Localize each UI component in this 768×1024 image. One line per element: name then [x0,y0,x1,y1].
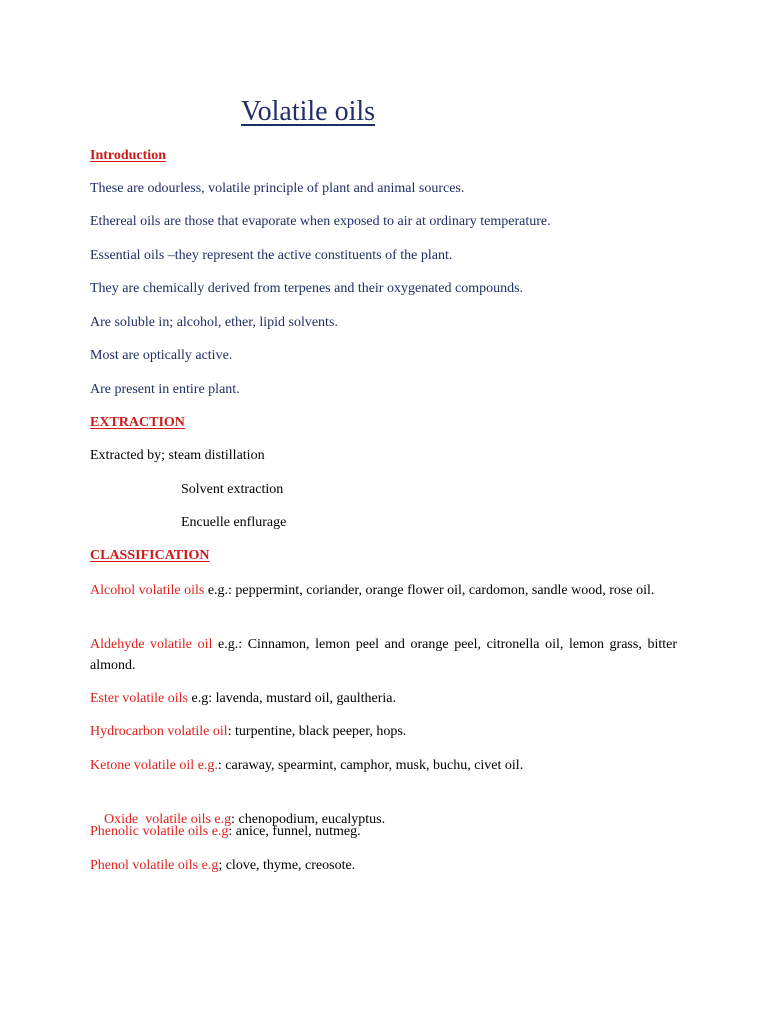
intro-line-2: Ethereal oils are those that evaporate when exposed to air at ordinary temperature. [90,214,551,229]
classification-text: : chenopodium, eucalyptus. [231,812,386,827]
extraction-heading: EXTRACTION [90,415,185,430]
classification-text: : caraway, spearmint, camphor, musk, buchu, civet oil. [217,758,524,773]
classification-item [90,855,677,876]
classification-item [90,688,677,709]
classification-label: Ketone volatile oil e.g. [90,758,218,773]
intro-line-7: Are present in entire plant. [90,382,240,397]
classification-text: : turpentine, black peeper, hops. [227,724,407,739]
classification-text: ; clove, thyme, creosote. [218,858,356,873]
extraction-method-1: Solvent extraction [181,482,284,497]
introduction-heading: Introduction [90,148,166,163]
classification-label: Phenol volatile oils e.g [90,858,219,873]
classification-text: e.g.: Cinnamon, lemon peel and orange peel, citronella oil, lemon grass, bitter almond. [90,637,677,673]
classification-label: Alcohol volatile oils [90,583,205,598]
classification-item [90,755,677,776]
classification-text: : anice, funnel, nutmeg. [228,824,361,839]
page-title: Volatile oils [241,96,376,127]
classification-item [90,721,677,742]
classification-label: Phenolic volatile oils e.g [90,824,229,839]
intro-line-5: Are soluble in; alcohol, ether, lipid solvents. [90,315,338,330]
intro-line-1: These are odourless, volatile principle of plant and animal sources. [90,181,465,196]
classification-item [90,634,677,676]
intro-line-3: Essential oils –they represent the active constituents of the plant. [90,248,453,263]
classification-item [90,821,677,842]
extraction-method-2: Encuelle enflurage [181,515,287,530]
classification-label: Oxide volatile oils e.g [104,812,232,827]
classification-label: Ester volatile oils [90,691,188,706]
classification-heading: CLASSIFICATION [90,548,210,563]
classification-text: e.g.: peppermint, coriander, orange flower oil, cardomon, sandle wood, rose oil. [204,583,655,598]
intro-line-6: Most are optically active. [90,348,233,363]
classification-item [90,580,677,601]
intro-line-4: They are chemically derived from terpenes and their oxygenated compounds. [90,281,524,296]
extraction-lead: Extracted by; steam distillation [90,448,265,463]
classification-label: Aldehyde volatile oil [90,637,213,652]
classification-label: Hydrocarbon volatile oil [90,724,228,739]
classification-text: e.g: lavenda, mustard oil, gaultheria. [187,691,396,706]
